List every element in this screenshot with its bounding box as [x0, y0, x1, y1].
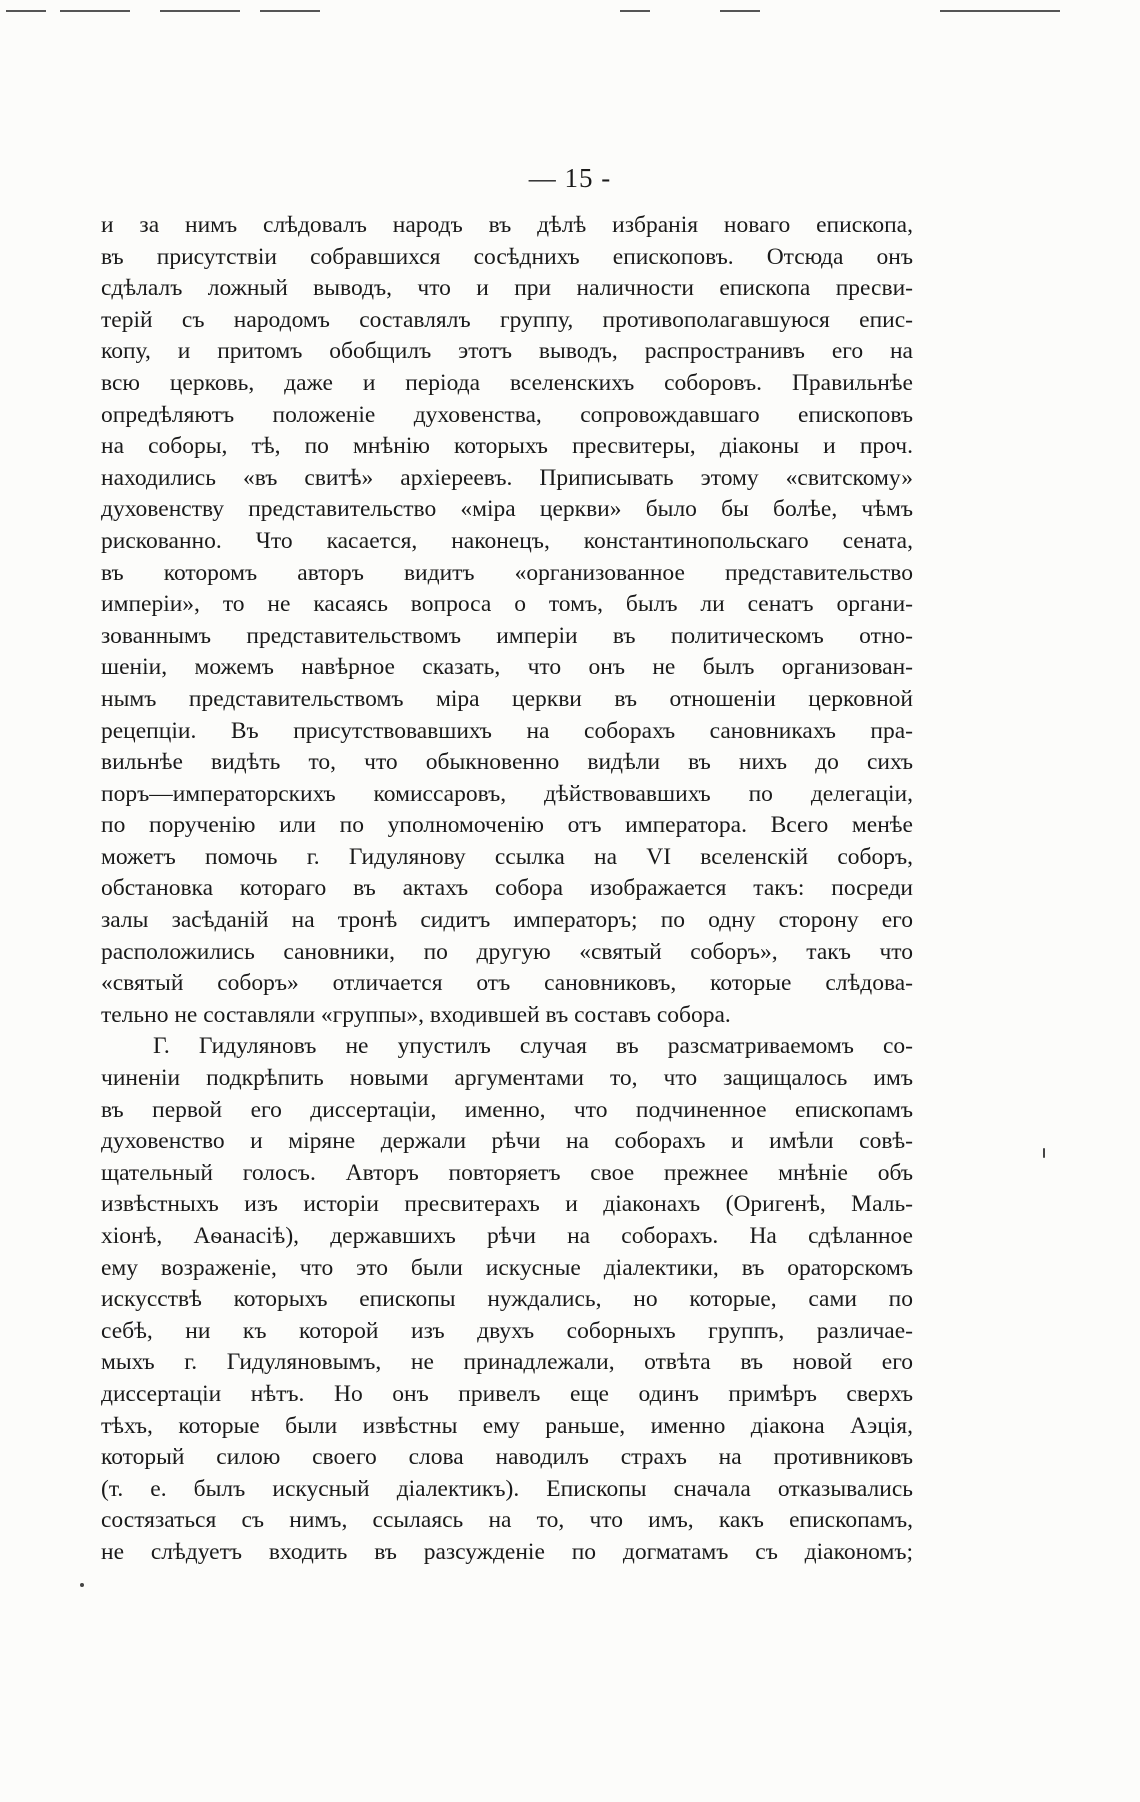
scan-speck	[1043, 1148, 1045, 1158]
text-line: искусствѣ которыхъ епископы нуждались, но которые, сами по	[101, 1286, 913, 1313]
text-line: тѣхъ, которые были извѣстны ему раньше, именно діакона Аэція,	[101, 1412, 913, 1439]
text-line: Г. Гидуляновъ не упустилъ случая въ разсматриваемомъ со-	[153, 1033, 913, 1060]
text-line: терій съ народомъ составлялъ группу, противополагавшуюся епис-	[101, 306, 913, 333]
text-line: щательный голосъ. Авторъ повторяетъ свое прежнее мнѣніе объ	[101, 1159, 913, 1186]
text-line: зованнымъ представительствомъ имперіи въ политическомъ отно-	[101, 622, 913, 649]
text-line: поръ—императорскихъ комиссаровъ, дѣйствовавшихъ по делегаціи,	[101, 780, 913, 807]
text-line: имперіи», то не касаясь вопроса о томъ, былъ ли сенатъ органи-	[101, 591, 913, 618]
text-line: копу, и притомъ обобщилъ этотъ выводъ, распространивъ его на	[101, 338, 913, 365]
text-line: тельно не составляли «группы», входившей въ составъ собора.	[101, 1001, 731, 1028]
text-line: вильнѣе видѣть то, что обыкновенно видѣли въ нихъ до сихъ	[101, 749, 913, 776]
text-line: въ первой его диссертаціи, именно, что подчиненное епископамъ	[101, 1096, 913, 1123]
text-line: духовенство и міряне держали рѣчи на соборахъ и имѣли совѣ-	[101, 1128, 913, 1155]
body-text	[101, 210, 913, 1569]
text-line: «святый соборъ» отличается отъ сановниковъ, которые слѣдова-	[101, 970, 913, 997]
text-line: и за нимъ слѣдовалъ народъ въ дѣлѣ избранія новаго епископа,	[101, 212, 913, 238]
text-line: извѣстныхъ изъ исторіи пресвитерахъ и діаконахъ (Оригенѣ, Маль-	[101, 1191, 913, 1218]
text-line: можетъ помочь г. Гидулянову ссылка на VI вселенскій соборъ,	[101, 843, 913, 870]
text-line: опредѣляютъ положеніе духовенства, сопровождавшаго епископовъ	[101, 401, 913, 428]
text-line: чиненіи подкрѣпить новыми аргументами то, что защищалось имъ	[101, 1065, 913, 1092]
text-line: всю церковь, даже и періода вселенскихъ соборовъ. Правильнѣе	[101, 369, 913, 396]
text-line: залы засѣданій на тронѣ сидитъ императоръ; по одну сторону его	[101, 907, 913, 934]
text-line: нымъ представительствомъ міра церкви въ отношеніи церковной	[101, 685, 913, 712]
text-line: въ которомъ авторъ видитъ «организованное представительство	[101, 559, 913, 586]
text-line: ему возраженіе, что это были искусные діалектики, въ ораторскомъ	[101, 1254, 913, 1281]
text-line: шеніи, можемъ навѣрное сказать, что онъ не былъ организован-	[101, 654, 913, 681]
text-line: по порученію или по уполномоченію отъ императора. Всего менѣе	[101, 812, 913, 839]
text-line: обстановка котораго въ актахъ собора изображается такъ: посреди	[101, 875, 913, 902]
text-line: находились «въ свитѣ» архіереевъ. Приписывать этому «свитскому»	[101, 464, 913, 491]
text-line: хіонѣ, Аѳанасіѣ), державшихъ рѣчи на соборахъ. На сдѣланное	[101, 1223, 913, 1249]
page-number: — 15 -	[528, 163, 612, 193]
text-line: себѣ, ни къ которой изъ двухъ соборныхъ группъ, различае-	[101, 1317, 913, 1344]
text-line: (т. е. былъ искусный діалектикъ). Епископы сначала отказывались	[101, 1475, 913, 1502]
text-line: въ присутствіи собравшихся сосѣднихъ епископовъ. Отсюда онъ	[101, 243, 913, 270]
text-line: духовенству представительство «міра церкви» было бы болѣе, чѣмъ	[101, 496, 913, 523]
text-line: который силою своего слова наводилъ страхъ на противниковъ	[101, 1444, 913, 1471]
text-line: рискованно. Что касается, наконецъ, константинопольскаго сената,	[101, 527, 913, 554]
text-line: расположились сановники, по другую «святый соборъ», такъ что	[101, 938, 913, 965]
text-line: сдѣлалъ ложный выводъ, что и при наличности епископа пресви-	[101, 275, 913, 302]
text-line: не слѣдуетъ входить въ разсужденіе по догматамъ съ діакономъ;	[101, 1538, 913, 1565]
scan-edge-marks	[0, 6, 1140, 16]
text-line: диссертаціи нѣтъ. Но онъ привелъ еще одинъ примѣръ сверхъ	[101, 1380, 913, 1407]
scan-speck	[80, 1583, 84, 1587]
text-line: состязаться съ нимъ, ссылаясь на то, что имъ, какъ епископамъ,	[101, 1507, 913, 1534]
text-line: на соборы, тѣ, по мнѣнію которыхъ пресвитеры, діаконы и проч.	[101, 433, 913, 460]
text-line: мыхъ г. Гидуляновымъ, не принадлежали, отвѣта въ новой его	[101, 1349, 913, 1376]
text-line: рецепціи. Въ присутствовавшихъ на соборахъ сановникахъ пра-	[101, 717, 913, 744]
